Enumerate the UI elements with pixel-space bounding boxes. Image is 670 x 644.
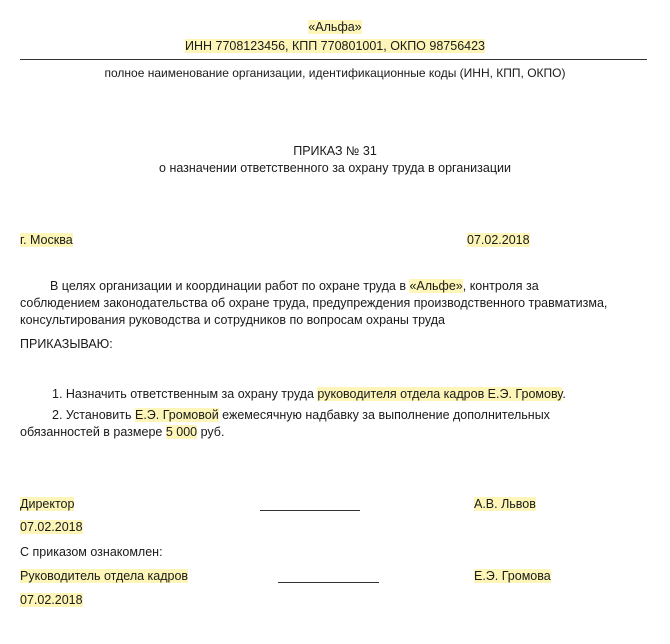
preamble xyxy=(20,278,620,329)
hr-date xyxy=(20,593,83,607)
hr-title-text: Руководитель отдела кадров xyxy=(20,569,189,583)
hr-title xyxy=(20,569,188,583)
order-date xyxy=(467,233,530,247)
hr-signature-line xyxy=(278,582,379,583)
director-date xyxy=(20,520,83,534)
order-date-text: 07.02.2018 xyxy=(467,233,530,247)
item2-highlight: Е.Э. Громовой xyxy=(134,408,219,422)
hr-date-text: 07.02.2018 xyxy=(20,593,83,607)
item2-highlight2: 5 000 xyxy=(165,425,198,439)
item1-highlight: руководителя отдела кадров Е.Э. Громову xyxy=(317,387,563,401)
director-title-text: Директор xyxy=(20,497,75,511)
order-title: ПРИКАЗ № 31 xyxy=(293,144,377,158)
order-word: ПРИКАЗЫВАЮ: xyxy=(20,337,113,351)
hr-name-text: Е.Э. Громова xyxy=(474,569,551,583)
preamble-part1: В целях организации и координации работ по охране труда в xyxy=(50,279,410,293)
item1-prefix: 1. Назначить ответственным за охрану труда xyxy=(52,387,318,401)
director-signature-line xyxy=(260,510,360,511)
city xyxy=(20,233,73,247)
item1-suffix: . xyxy=(562,387,566,401)
org-codes-text: ИНН 7708123456, КПП 770801001, ОКПО 98756423 xyxy=(184,39,485,53)
order-subtitle: о назначении ответственного за охрану труда в организации xyxy=(159,161,511,175)
order-item-2 xyxy=(20,407,620,441)
org-codes xyxy=(0,39,670,53)
item2-suffix: руб. xyxy=(197,425,225,439)
director-name xyxy=(474,497,536,511)
org-name-text: «Альфа» xyxy=(308,20,362,34)
org-name xyxy=(0,20,670,34)
preamble-org: «Альфе» xyxy=(409,279,463,293)
city-text: г. Москва xyxy=(20,233,73,247)
preamble-part2: , контроля за соблюдением законодательства об охране труда, предупреждения производственного травматизма, консультирования руководства и сотрудников по вопросам охраны труда xyxy=(20,279,608,327)
item2-prefix: 2. Установить xyxy=(52,408,135,422)
director-name-text: А.В. Львов xyxy=(474,497,536,511)
director-title xyxy=(20,497,74,511)
hr-name xyxy=(474,569,551,583)
header-rule xyxy=(20,59,647,60)
acknowledged-label: С приказом ознакомлен: xyxy=(20,545,163,559)
item2-middle: ежемесячную надбавку за выполнение дополнительных обязанностей в размере xyxy=(20,408,550,439)
order-item-1 xyxy=(20,386,620,403)
org-caption: полное наименование организации, идентификационные коды (ИНН, КПП, ОКПО) xyxy=(104,66,566,80)
director-date-text: 07.02.2018 xyxy=(20,520,83,534)
